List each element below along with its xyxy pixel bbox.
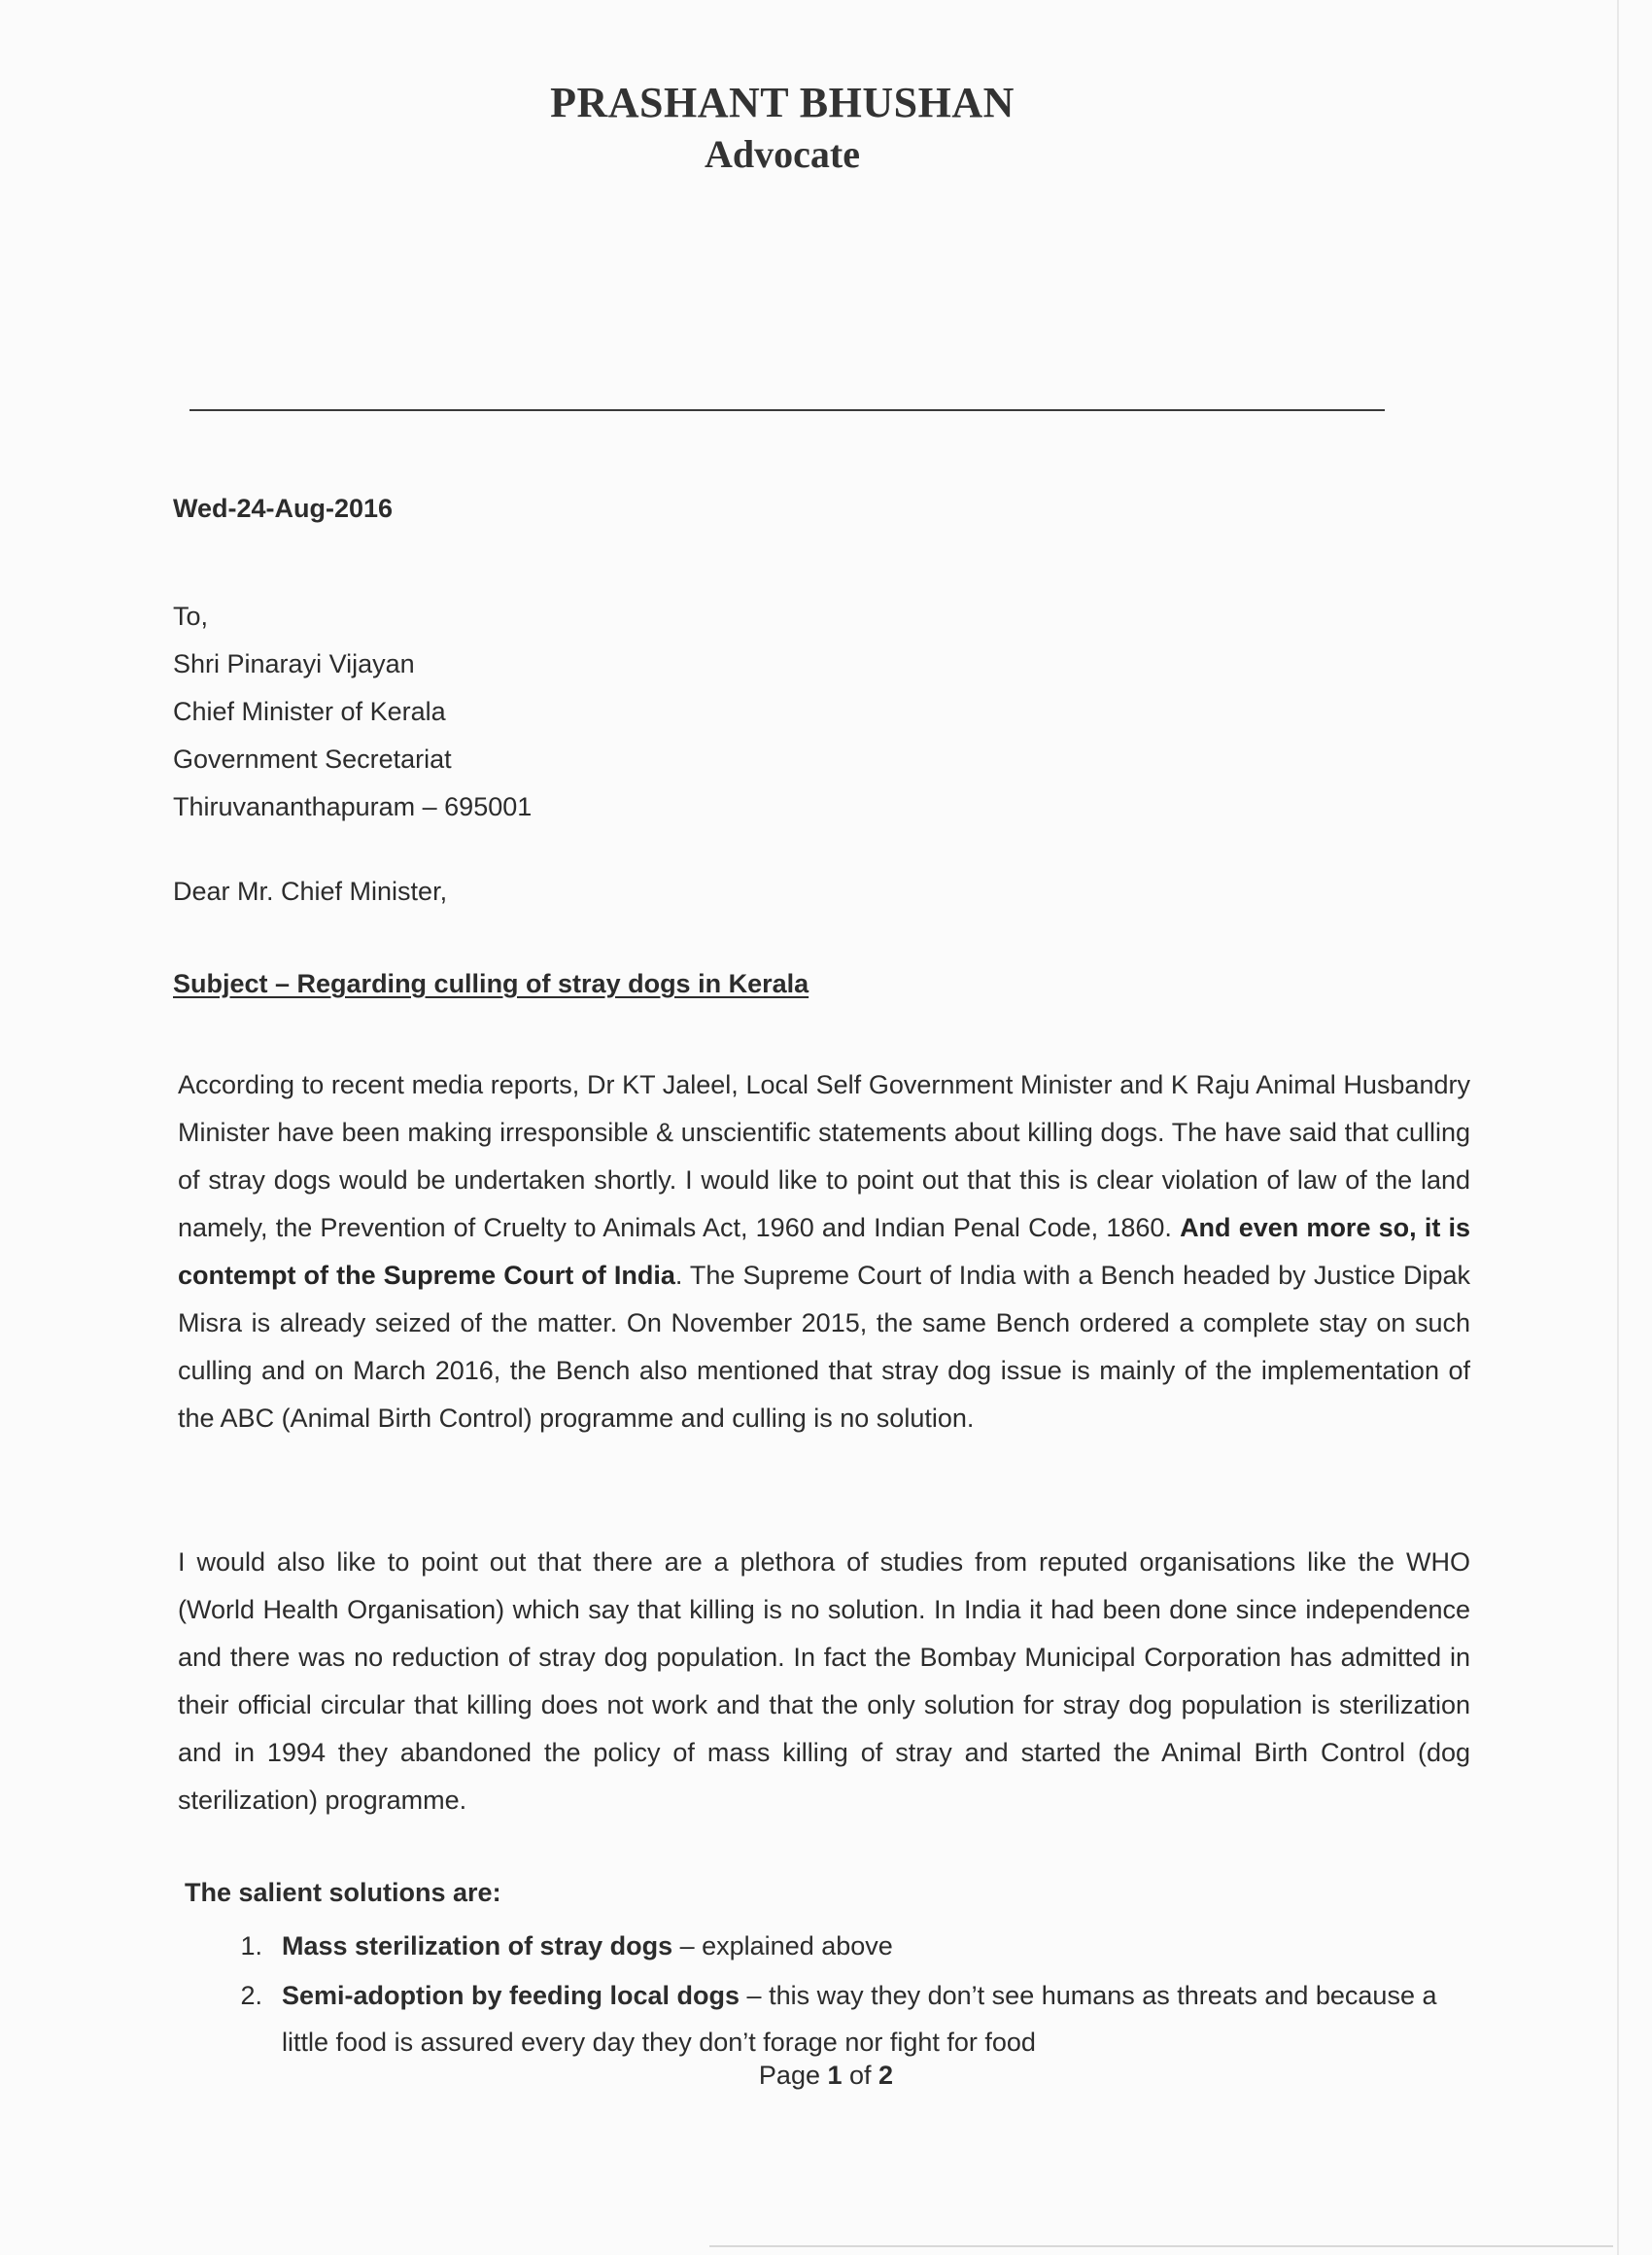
page-total: 2 [878, 2061, 894, 2090]
list-item [185, 1972, 1472, 2065]
list-item-body [282, 1972, 1472, 2065]
body-paragraph-1 [178, 1061, 1470, 1442]
paragraph-text: . The Supreme Court of India with a Bench headed by Justice Dipak Misra is already seized of the matter. On November 2015, the same Bench ordered a complete stay on such culling and on March 2016, the Bench also mentioned that stray dog issue is mainly of the implementation of the ABC (Animal Birth Control) programme and culling is no solution. [178, 1261, 1470, 1433]
page-of: of [842, 2061, 879, 2090]
address-line: Government Secretariat [173, 745, 452, 774]
letterhead-divider [189, 409, 1385, 411]
list-number: 2. [240, 1981, 262, 2010]
letterhead-title: Advocate [705, 132, 860, 176]
address-line: Shri Pinarayi Vijayan [173, 649, 415, 678]
solutions-list [185, 1923, 1472, 2065]
page-current: 1 [827, 2061, 843, 2090]
page-bottom-edge [709, 2245, 1613, 2247]
solutions-heading: The salient solutions are: [185, 1878, 501, 1907]
letterhead [0, 76, 1565, 179]
list-item [185, 1923, 1472, 1969]
salutation: Dear Mr. Chief Minister, [173, 877, 448, 906]
letter-date: Wed-24-Aug-2016 [173, 494, 394, 523]
page-label: Page [758, 2061, 828, 2090]
list-item-title: Semi-adoption by feeding local dogs [282, 1981, 740, 2010]
paragraph-text: According to recent media reports, Dr KT Jaleel, Local Self Government Minister and K Raju Animal Husbandry Minister have been making irresponsible & unscientific statements about killing dogs. The have said that culling of stray dogs would be undertaken shortly. I would like to point out that this is clear violation of law of the land namely, the Prevention of Cruelty to Animals Act, 1960 and Indian Penal Code, 1860. [178, 1070, 1470, 1242]
list-item-text: – explained above [672, 1931, 893, 1960]
address-to: To, [173, 602, 209, 631]
list-item-title: Mass sterilization of stray dogs [282, 1931, 673, 1960]
recipient-address [173, 593, 532, 831]
address-line: Thiruvananthapuram – 695001 [173, 792, 533, 821]
page-edge [1617, 0, 1619, 2255]
letterhead-name: PRASHANT BHUSHAN [550, 79, 1015, 126]
paragraph-emphasis: And even more so, it is contempt of the Supreme Court of India [178, 1213, 1471, 1290]
list-item-text: – this way they don’t see humans as threats and because a little food is assured every day they don’t forage nor fight for food [282, 1981, 1437, 2057]
list-number: 1. [240, 1931, 262, 1960]
list-item-body [282, 1923, 1472, 1969]
body-paragraph-2: I would also like to point out that there are a plethora of studies from reputed organisations like the WHO (World Health Organisation) which say that killing is no solution. In India it had been done since independence and there was no reduction of stray dog population. In fact the Bombay Municipal Corporation has admitted in their official circular that killing does not work and that the only solution for stray dog population is sterilization and in 1994 they abandoned the policy of mass killing of stray and started the Animal Birth Control (dog sterilization) programme. [178, 1547, 1470, 1815]
subject-line: Subject – Regarding culling of stray dogs in Kerala [173, 969, 809, 998]
address-line: Chief Minister of Kerala [173, 697, 446, 726]
page-number [0, 2061, 1652, 2091]
